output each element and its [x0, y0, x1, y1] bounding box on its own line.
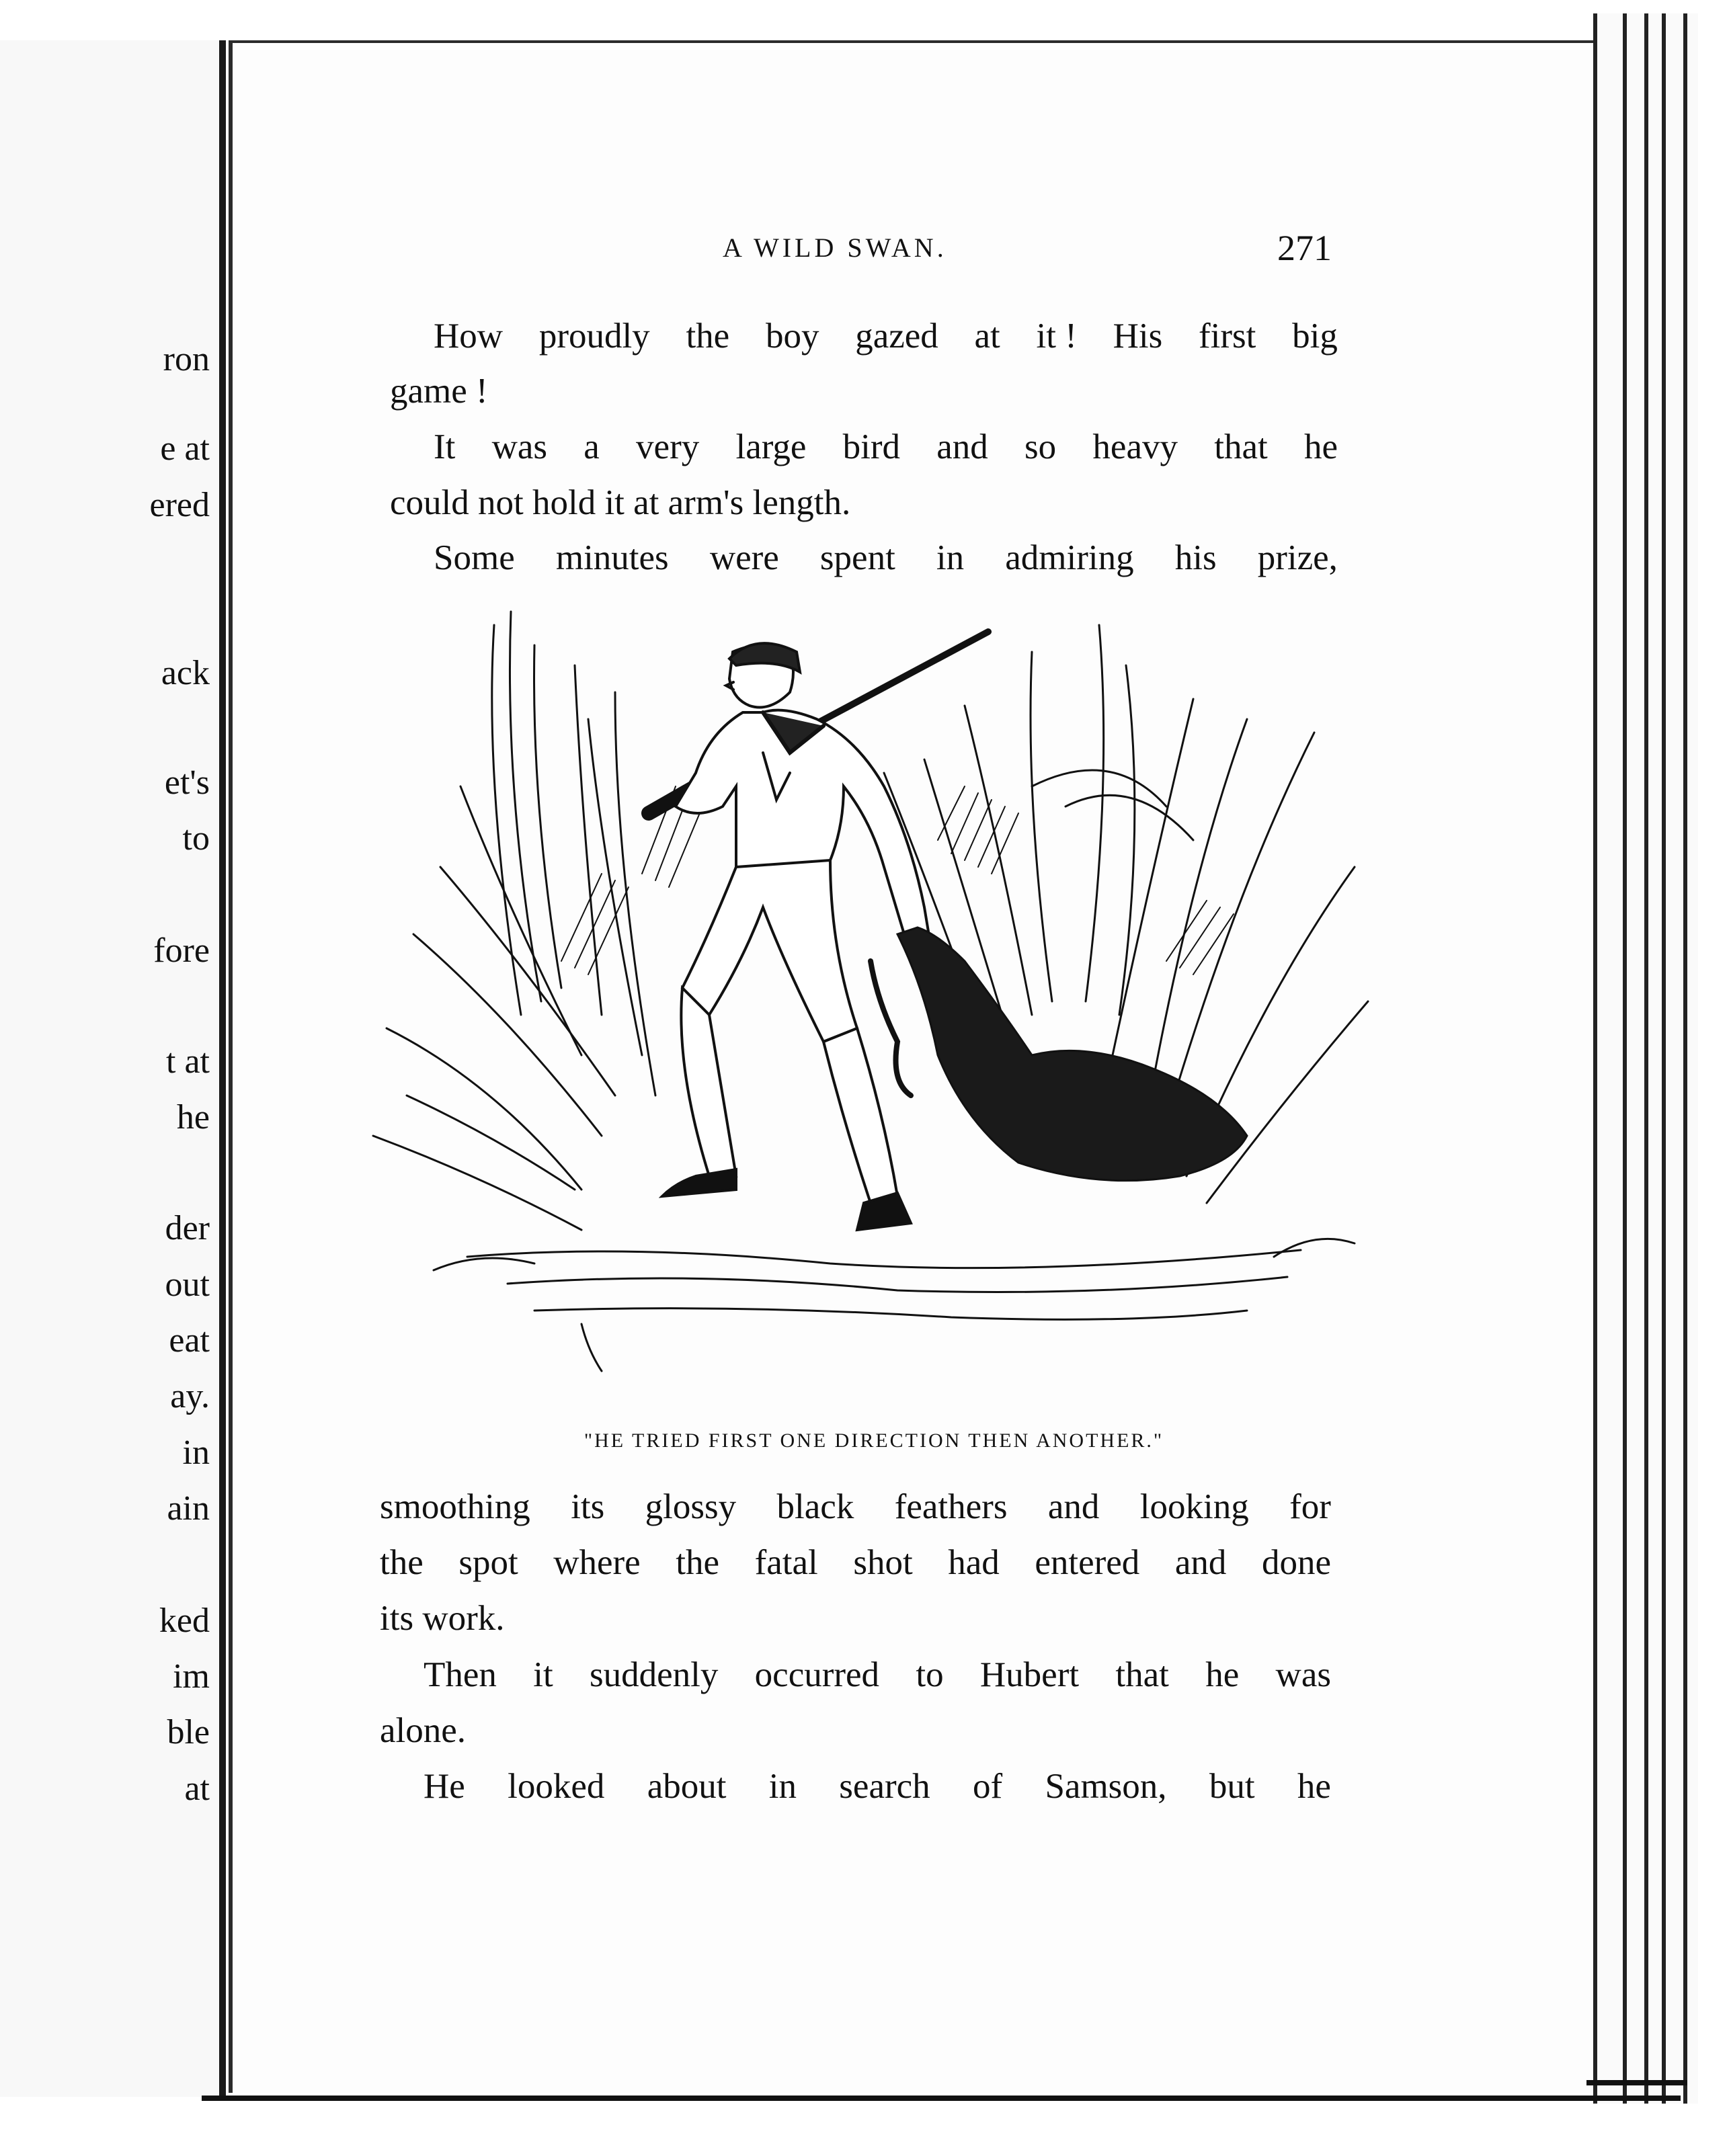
text-line: game ! [390, 372, 488, 411]
left-page-fragment: at [184, 1770, 210, 1808]
word: admiring [1005, 538, 1134, 577]
illustration-caption: "HE TRIED FIRST ONE DIRECTION THEN ANOTHER." [584, 1429, 1164, 1452]
word: big [1292, 317, 1338, 356]
word: so [1024, 427, 1057, 466]
text-line [380, 1542, 1331, 1583]
word: bird [842, 427, 901, 466]
word: he [1303, 427, 1338, 466]
word: done [1261, 1543, 1331, 1582]
word: the [380, 1543, 424, 1582]
word: first [1199, 317, 1256, 356]
word: and [1174, 1543, 1227, 1582]
dead-swan [871, 927, 1247, 1181]
word: but [1209, 1767, 1255, 1806]
word: smoothing [380, 1487, 530, 1526]
word: to [916, 1655, 944, 1694]
left-page-fragment: e at [160, 429, 210, 468]
word: in [936, 538, 965, 577]
word: His [1113, 317, 1163, 356]
running-head-title: A WILD SWAN. [723, 233, 947, 263]
text-line [424, 1766, 1331, 1807]
left-page-fragment: eat [169, 1321, 210, 1360]
page-number: 271 [1277, 228, 1332, 268]
text-line: alone. [380, 1711, 467, 1750]
word: Then [424, 1655, 497, 1694]
page-edges [1593, 13, 1698, 2104]
word: looking [1139, 1487, 1249, 1526]
left-page-fragment: ain [167, 1489, 210, 1528]
left-page-fragment: ay. [170, 1377, 210, 1415]
word: very [636, 427, 700, 466]
word: It [434, 427, 456, 466]
word: search [839, 1767, 930, 1806]
text-line [424, 1655, 1331, 1695]
word: large [735, 427, 807, 466]
word: for [1289, 1487, 1331, 1526]
left-page-fragment: ack [161, 654, 210, 692]
page-edge-line [1683, 13, 1687, 2104]
word: entered [1035, 1543, 1140, 1582]
word: it ! [1036, 317, 1077, 356]
word: How [434, 317, 504, 356]
word: was [491, 427, 548, 466]
word: about [647, 1767, 727, 1806]
illustration-boy-with-swan [360, 585, 1381, 1418]
page-bottom-edge [202, 2096, 1681, 2101]
word: suddenly [589, 1655, 719, 1694]
word: prize, [1257, 538, 1338, 577]
word: he [1297, 1767, 1331, 1806]
word: and [936, 427, 988, 466]
word: his [1174, 538, 1217, 577]
word: it [533, 1655, 553, 1694]
left-page-fragment: ked [159, 1602, 210, 1640]
word: the [686, 317, 730, 356]
word: at [974, 317, 1000, 356]
text-line: its work. [380, 1599, 505, 1638]
word: he [1205, 1655, 1240, 1694]
left-page-fragment: in [182, 1434, 210, 1472]
word: minutes [555, 538, 669, 577]
word: proudly [538, 317, 650, 356]
text-line [380, 1487, 1331, 1527]
word: spot [458, 1543, 518, 1582]
boy-legs [662, 860, 911, 1230]
word: boy [765, 317, 819, 356]
page-edge-line [1662, 13, 1666, 2104]
left-page-fragment: out [165, 1266, 210, 1304]
text-line [434, 427, 1338, 467]
left-page-fragment: fore [153, 931, 210, 970]
word: where [553, 1543, 641, 1582]
word: the [676, 1543, 720, 1582]
word: feathers [894, 1487, 1008, 1526]
left-page-fragment: ered [149, 486, 210, 524]
left-page-fragment: im [173, 1657, 210, 1696]
left-page-fragment: ron [163, 340, 210, 378]
word: Hubert [979, 1655, 1080, 1694]
word: a [584, 427, 600, 466]
left-page-fragment: he [176, 1098, 210, 1136]
left-page-fragment: t at [166, 1042, 210, 1081]
word: were [709, 538, 779, 577]
word: black [776, 1487, 854, 1526]
page-edge-line [1644, 13, 1648, 2104]
word: its [571, 1487, 605, 1526]
word: was [1275, 1655, 1331, 1694]
word: glossy [645, 1487, 737, 1526]
word: had [948, 1543, 1000, 1582]
text-line [434, 538, 1338, 578]
word: spent [819, 538, 895, 577]
word: Samson, [1045, 1767, 1167, 1806]
text-line: could not hold it at arm's length. [390, 483, 851, 522]
left-page-fragment: to [182, 819, 210, 858]
word: gazed [855, 317, 938, 356]
ground-strokes [434, 1239, 1355, 1371]
page-edge-line [1623, 13, 1627, 2104]
left-facing-page [0, 40, 226, 2097]
word: in [768, 1767, 797, 1806]
word: looked [508, 1767, 605, 1806]
word: and [1047, 1487, 1100, 1526]
page-bottom-edge [1586, 2080, 1687, 2085]
text-line [434, 316, 1338, 356]
left-page-fragment: ble [167, 1713, 210, 1751]
word: Some [434, 538, 515, 577]
word: occurred [754, 1655, 880, 1694]
word: of [972, 1767, 1003, 1806]
word: He [424, 1767, 465, 1806]
left-page-fragment: et's [164, 763, 210, 802]
boy-head [726, 643, 800, 707]
word: that [1115, 1655, 1169, 1694]
word: shot [853, 1543, 913, 1582]
word: fatal [754, 1543, 818, 1582]
left-page-fragment: der [165, 1209, 210, 1247]
word: that [1214, 427, 1268, 466]
word: heavy [1092, 427, 1178, 466]
